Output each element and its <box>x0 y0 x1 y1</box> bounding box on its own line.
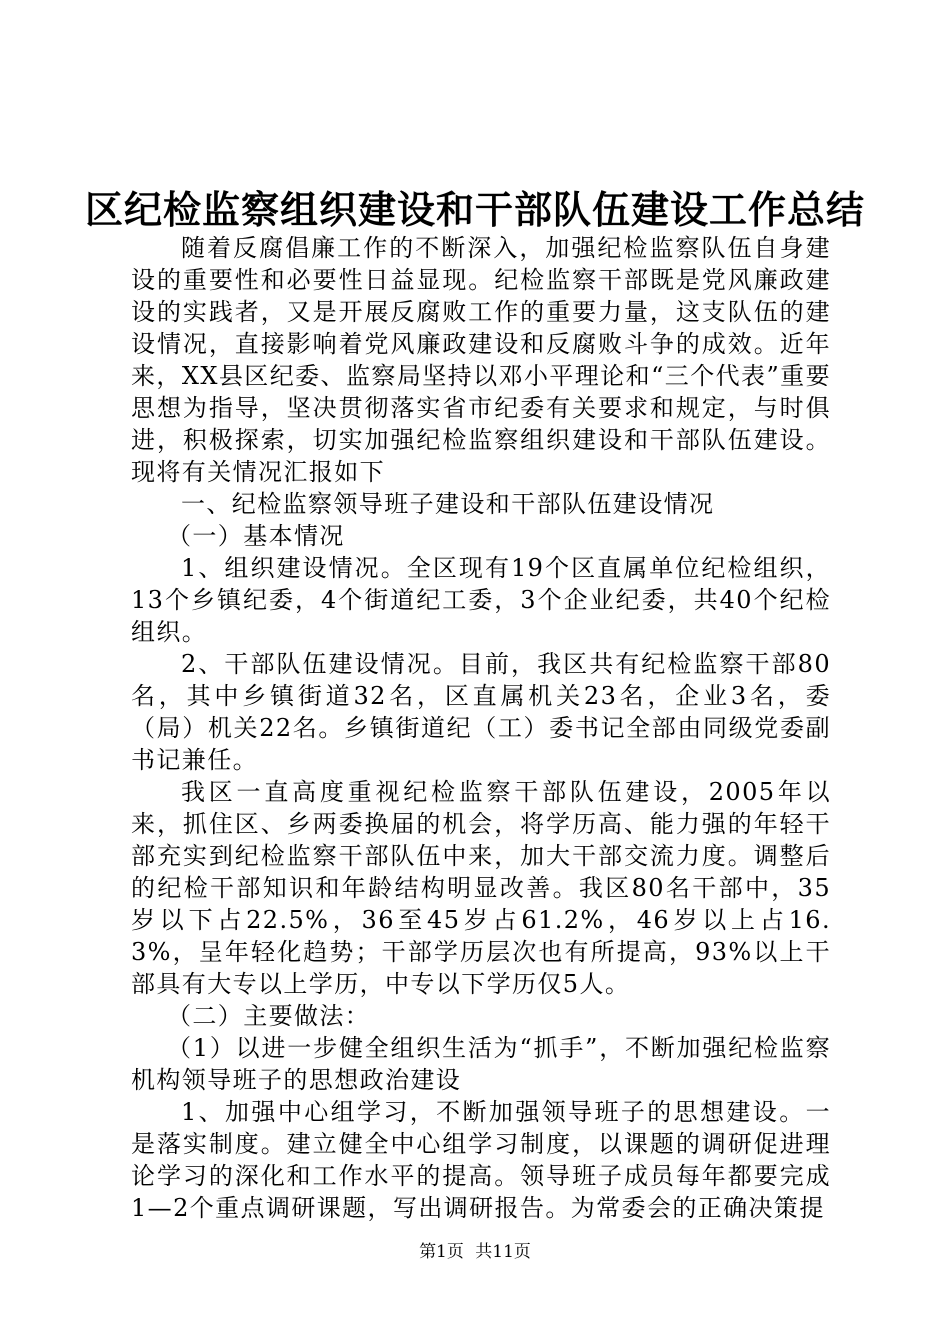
paragraph-intro: 随着反腐倡廉工作的不断深入，加强纪检监察队伍自身建设的重要性和必要性日益显现。纪检监察干部既是党风廉政建设的实践者，又是开展反腐败工作的重要力量，这支队伍的建设情况，直接影响着党风廉政建设和反腐败斗争的成效。近年来，XX县区纪委、监察局坚持以邓小平理论和“三个代表”重要思想为指导，坚决贯彻落实省市纪委有关要求和规定，与时俱进，积极探索，切实加强纪检监察组织建设和干部队伍建设。现将有关情况汇报如下 <box>131 234 831 486</box>
paragraph-cadre-structure: 我区一直高度重视纪检监察干部队伍建设，2005年以来，抓住区、乡两委换届的机会，将学历高、能力强的年轻干部充实到纪检监察干部队伍中来，加大干部交流力度。调整后的纪检干部知识和年龄结构明显改善。我区80名干部中，35岁以下占22.5%，36至45岁占61.2%，46岁以上占16.3%，呈年轻化趋势；干部学历层次也有所提高，93%以上干部具有大专以上学历，中专以下学历仅5人。 <box>131 778 831 998</box>
document-title: 区纪检监察组织建设和干部队伍建设工作总结 <box>84 188 865 232</box>
paragraph-practice-1: （1）以进一步健全组织生活为“抓手”，不断加强纪检监察机构领导班子的思想政治建设 <box>131 1034 831 1094</box>
paragraph-organization: 1、组织建设情况。全区现有19个区直属单位纪检组织，13个乡镇纪委，4个街道纪工委，3个企业纪委，共40个纪检组织。 <box>131 554 831 646</box>
subsection-heading-basic: （一）基本情况 <box>167 522 345 550</box>
page-total: 共11页 <box>475 1242 531 1262</box>
subsection-heading-practice: （二）主要做法： <box>167 1002 371 1030</box>
page-footer <box>0 1240 950 1264</box>
document-body <box>131 232 831 1224</box>
page-number: 第1页 <box>419 1242 464 1262</box>
section-heading-1: 一、纪检监察领导班子建设和干部队伍建设情况 <box>181 490 715 518</box>
paragraph-cadre-team: 2、干部队伍建设情况。目前，我区共有纪检监察干部80名，其中乡镇街道32名，区直属机关23名，企业3名，委（局）机关22名。乡镇街道纪（工）委书记全部由同级党委副书记兼任。 <box>131 650 831 774</box>
paragraph-study: 1、加强中心组学习，不断加强领导班子的思想建设。一是落实制度。建立健全中心组学习制度，以课题的调研促进理论学习的深化和工作水平的提高。领导班子成员每年都要完成1—2个重点调研课题，写出调研报告。为常委会的正确决策提 <box>131 1098 831 1222</box>
